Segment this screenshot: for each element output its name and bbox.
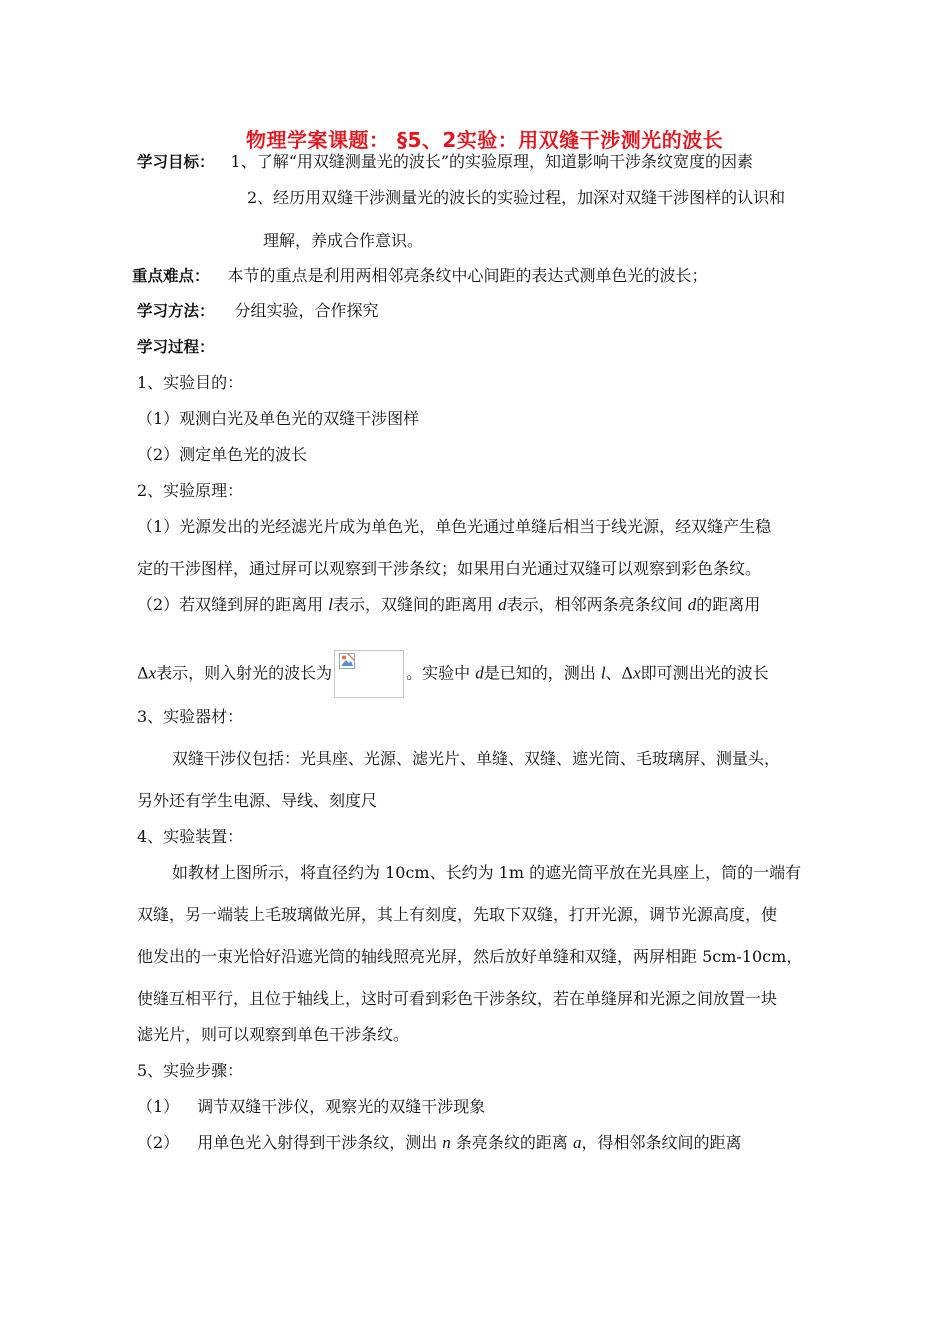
step-text: 调节双缝干涉仪，观察光的双缝干涉现象 — [197, 1097, 486, 1116]
key-points-line — [132, 265, 708, 287]
section-1-item-2: （2）测定单色光的波长 — [137, 445, 308, 464]
step-text: 用单色光入射得到干涉条纹，测出 — [197, 1133, 443, 1152]
method-line — [137, 300, 379, 322]
section-3-heading: 3、实验器材： — [137, 707, 244, 726]
text-run: Δ — [137, 663, 149, 683]
section-2-para-1a: （1）光源发出的光经滤光片成为单色光，单色光通过单缝后相当于线光源，经双缝产生稳 — [137, 517, 772, 536]
key-points-label: 重点难点： — [132, 267, 210, 285]
broken-image-icon — [339, 653, 355, 669]
section-5-heading: 5、实验步骤： — [137, 1061, 244, 1080]
key-points-text: 本节的重点是利用两相邻亮条纹中心间距的表达式测单色光的波长； — [227, 266, 708, 285]
text-run: 表示，相邻两条亮条纹间 — [506, 595, 688, 614]
var-n: n — [442, 1133, 451, 1152]
var-x: x — [148, 663, 157, 683]
text-run: 。实验中 — [406, 663, 476, 683]
section-2-para-2b — [137, 650, 769, 698]
section-3-para-b: 另外还有学生电源、导线、刻度尺 — [137, 791, 378, 810]
section-4-line-5: 滤光片，则可以观察到单色干涉条纹。 — [137, 1025, 410, 1044]
var-d: d — [498, 595, 507, 614]
section-4-line-3: 他发出的一束光恰好沿遮光筒的轴线照亮光屏，然后放好单缝和双缝，两屏相距 5cm-10cm， — [137, 947, 803, 966]
wavelength-formula-image — [334, 650, 404, 698]
section-2-heading: 2、实验原理： — [137, 481, 244, 500]
section-5-step-1 — [137, 1096, 485, 1118]
var-l: l — [328, 595, 334, 614]
text-run: 、Δ — [605, 663, 634, 683]
section-5-step-2 — [137, 1132, 741, 1154]
var-l: l — [600, 663, 606, 683]
text-run: 表示，则入射光的波长为 — [156, 663, 333, 683]
objectives-line-1 — [137, 151, 753, 173]
text-run: 表示，双缝间的距离用 — [333, 595, 499, 614]
process-label: 学习过程： — [137, 338, 215, 356]
section-4-heading: 4、实验装置： — [137, 827, 244, 846]
step-number: （2） — [137, 1133, 180, 1152]
objectives-label: 学习目标： — [137, 153, 215, 171]
section-2-para-2a — [137, 594, 760, 616]
text-run: （2）若双缝到屏的距离用 — [137, 595, 329, 614]
section-4-line-4: 使缝互相平行，且位于轴线上，这时可看到彩色干涉条纹，若在单缝屏和光源之间放置一块 — [137, 989, 778, 1008]
text-run: 是已知的，测出 — [483, 663, 601, 683]
objective-item-1: 1、了解“用双缝测量光的波长”的实验原理，知道影响干涉条纹宽度的因素 — [230, 152, 754, 171]
var-a: a — [572, 1133, 582, 1152]
method-text: 分组实验，合作探究 — [234, 301, 379, 320]
var-d: d — [475, 663, 484, 683]
section-1-heading: 1、实验目的： — [137, 373, 244, 392]
objective-item-2a: 2、经历用双缝干涉测量光的波长的实验过程，加深对双缝干涉图样的认识和 — [247, 188, 786, 207]
method-label: 学习方法： — [137, 302, 215, 320]
var-x: x — [633, 663, 641, 683]
var-d: d — [687, 595, 697, 614]
step-number: （1） — [137, 1097, 180, 1116]
text-run: 的距离用 — [696, 595, 761, 614]
step-text: 条亮条纹的距离 — [450, 1133, 573, 1152]
section-1-item-1: （1）观测白光及单色光的双缝干涉图样 — [137, 409, 420, 428]
section-4-line-1: 如教材上图所示，将直径约为 10cm、长约为 1m 的遮光筒平放在光具座上，筒的一端有 — [172, 863, 802, 882]
document-title: 物理学案课题： §5、2实验：用双缝干涉测光的波长 — [246, 128, 724, 152]
step-text: ，得相邻条纹间的距离 — [581, 1133, 742, 1152]
section-4-line-2: 双缝，另一端装上毛玻璃做光屏，其上有刻度，先取下双缝，打开光源，调节光源高度，使 — [137, 905, 778, 924]
objective-item-2b: 理解，养成合作意识。 — [263, 231, 424, 250]
section-3-para-a: 双缝干涉仪包括：光具座、光源、滤光片、单缝、双缝、遮光筒、毛玻璃屏、测量头， — [172, 749, 781, 768]
section-2-para-1b: 定的干涉图样，通过屏可以观察到干涉条纹；如果用白光通过双缝可以观察到彩色条纹。 — [137, 559, 762, 578]
text-run: 即可测出光的波长 — [640, 663, 769, 683]
